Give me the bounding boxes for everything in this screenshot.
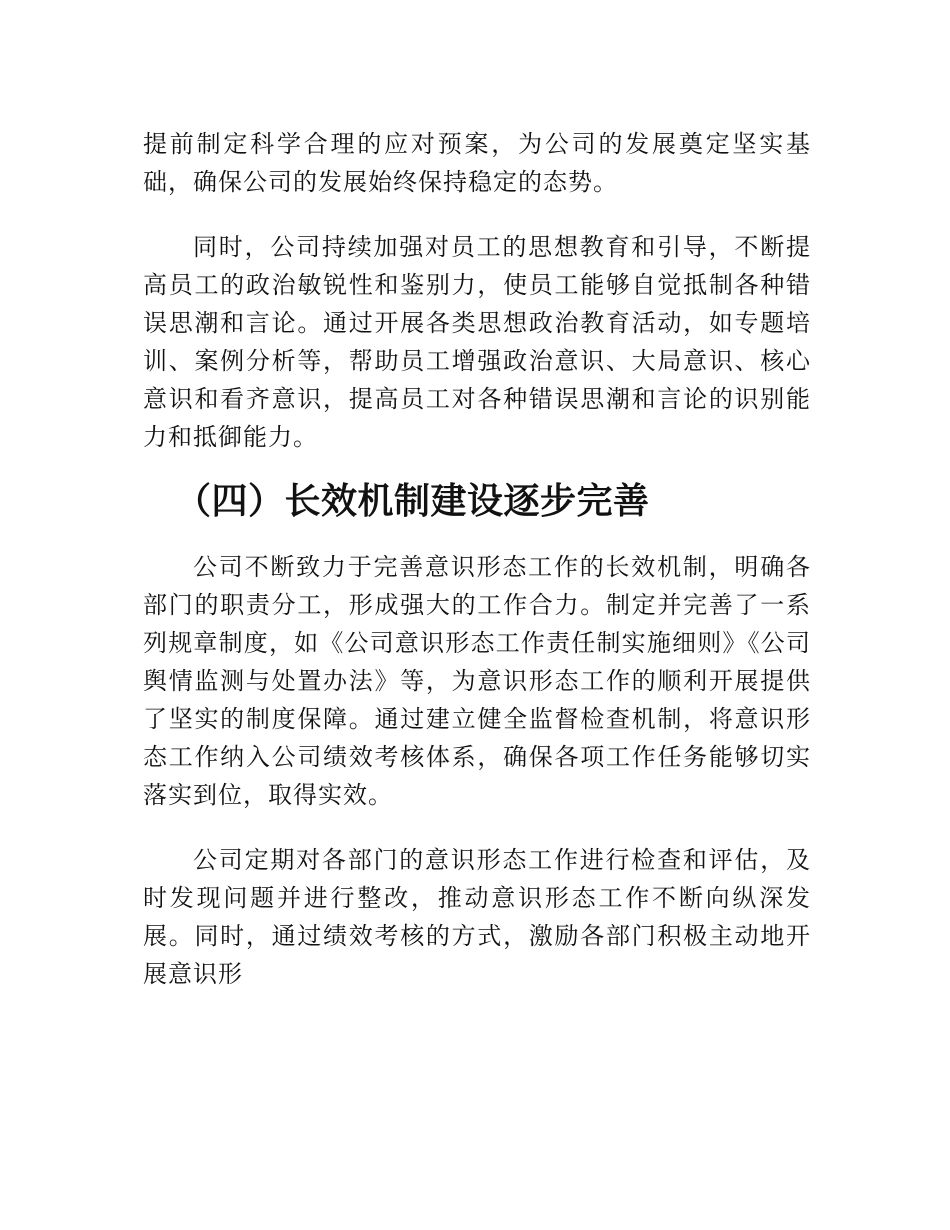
document-page: [143, 125, 811, 993]
paragraph-inspection-evaluation: 公司定期对各部门的意识形态工作进行检查和评估，及时发现问题并进行整改，推动意识形态工作不断向纵深发展。同时，通过绩效考核的方式，激励各部门积极主动地开展意识形: [143, 846, 811, 988]
paragraph-employee-education: 同时，公司持续加强对员工的思想教育和引导，不断提高员工的政治敏锐性和鉴别力，使员工能够自觉抵制各种错误思潮和言论。通过开展各类思想政治教育活动，如专题培训、案例分析等，帮助员工增强政治意识、大局意识、核心意识和看齐意识，提高员工对各种错误思潮和言论的识别能力和抵御能力。: [143, 233, 811, 451]
paragraph-contingency-plan: 提前制定科学合理的应对预案，为公司的发展奠定坚实基础，确保公司的发展始终保持稳定的态势。: [143, 130, 811, 196]
paragraph-long-term-mechanism: 公司不断致力于完善意识形态工作的长效机制，明确各部门的职责分工，形成强大的工作合力。制定并完善了一系列规章制度，如《公司意识形态工作责任制实施细则》《公司舆情监测与处置办法》等，为意识形态工作的顺利开展提供了坚实的制度保障。通过建立健全监督检查机制，将意识形态工作纳入公司绩效考核体系，确保各项工作任务能够切实落实到位，取得实效。: [143, 553, 811, 809]
section-heading: （四）长效机制建设逐步完善: [175, 481, 650, 522]
